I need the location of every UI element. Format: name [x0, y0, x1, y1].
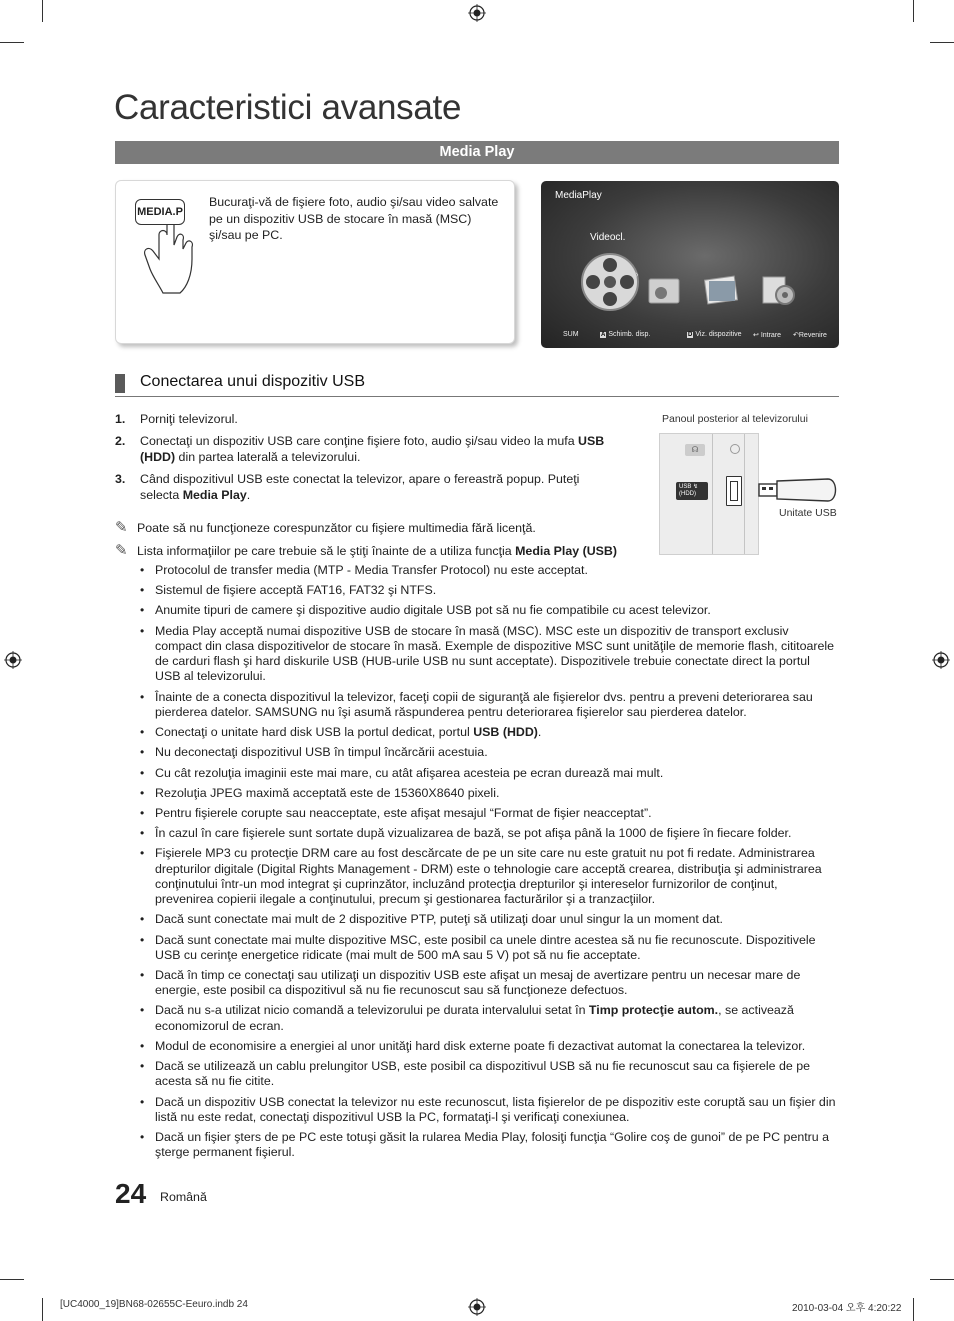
page-title: Caracteristici avansate — [114, 88, 462, 127]
list-item: • Anumite tipuri de camere şi dispozitive audio digitale USB pot să nu fie compatibile cu acest televizor. — [140, 603, 838, 618]
list-item: • Dacă un dispozitiv USB conectat la televizor nu este recunoscut, lista fişierelor de pe dispozitiv este coruptă sau un fişier din listă nu este redat, conectaţi dispozitivul USB la PC, formataţi-l şi verificaţi conexiunea. — [140, 1095, 838, 1126]
list-item: • Înainte de a conecta dispozitivul la televizor, faceţi copii de siguranţă ale fişierelor dvs. pentru a preveni deteriorarea sau pierderea datelor. SAMSUNG nu îşi asumă răspunderea pentru deteriorarea fişierelor sau pierderea datelor. — [140, 690, 838, 721]
selected-item-label: Videocl. — [590, 232, 626, 243]
page-number: 24 — [115, 1178, 147, 1209]
return-hint: ↶Revenire — [793, 332, 827, 339]
step-item: 3. Când dispozitivul USB este conectat la televizor, apare o fereastră popup. Puteţi selecta Media Play. — [115, 471, 580, 502]
usb-icon: ↯ — [693, 484, 699, 490]
note-license: ✎ Poate să nu funcţioneze corespunzător cu fişiere multimedia fără licenţă. — [115, 519, 536, 536]
requirements-list — [140, 563, 838, 1166]
list-item: • În cazul în care fişierele sunt sortate după vizualizarea de bază, se pot afişa până la 1000 de fişiere în fiecare folder. — [140, 826, 838, 841]
note-info-list: ✎ Lista informaţiilor pe care trebuie să le ştiţi înainte de a utiliza funcţia Media Play (USB) — [115, 542, 618, 559]
list-item: • Fişierele MP3 cu protecţie DRM care au fost descărcate de pe un site care nu este gratuit nu pot fi redate. Administrarea drepturilor digitale (Digital Rights Management - DRM) este o tehnologie care acceptă crearea, distribuţia şi administrarea conţinutului într-un mod integrat şi cuprinzător, incluzând protecţia drepturilor şi intereselor furnizorilor de conţinut, prevenirea copierii ilegale a conţinutului, precum şi gestionarea facturărilor şi a tranzacţiilor. — [140, 846, 838, 907]
list-item: • Conectaţi o unitate hard disk USB la portul dedicat, portul USB (HDD). — [140, 725, 838, 740]
list-item: • Protocolul de transfer media (MTP - Media Transfer Protocol) nu este acceptat. — [140, 563, 838, 578]
list-item: • Media Play acceptă numai dispozitive USB de stocare în masă (MSC). MSC este un dispozitiv de transport exclusiv compact din clasa dispozitivelor de stocare în masă. Exemple de dispozitive MSC sunt unităţile de memorie flash, cititoarele de carduri flash şi hard diskurile USB (HUB-urile USB nu sunt acceptate). Dispozitivele trebuie conectate direct la portul USB al televizorului. — [140, 624, 838, 685]
view-devices-hint: D Viz. dispozitive — [688, 331, 742, 338]
list-item: • Nu deconectaţi dispozitivul USB în timpul încărcării acestuia. — [140, 745, 838, 760]
registration-mark-icon — [468, 1298, 486, 1316]
enter-icon: ↩ — [753, 332, 761, 339]
jack-icon — [730, 444, 740, 454]
footer-filename: [UC4000_19]BN68-02655C-Eeuro.indb 24 — [60, 1299, 248, 1310]
usb-port-label: USB ↯ (HDD) — [676, 482, 708, 500]
mediaplay-screenshot — [541, 181, 839, 348]
intro-text: Bucuraţi-vă de fişiere foto, audio şi/sau video salvate pe un dispozitiv USB de stocare în masă (MSC) şi/sau pe PC. — [209, 195, 499, 242]
list-item: • Sistemul de fişiere acceptă FAT16, FAT32 şi NTFS. — [140, 583, 838, 598]
list-item: • Dacă sunt conectate mai mult de 2 dispozitive PTP, puteţi să utilizaţi doar unul singur la un moment dat. — [140, 912, 838, 927]
crop-mark — [42, 1298, 43, 1321]
registration-mark-icon — [468, 4, 486, 22]
panel-divider — [744, 434, 745, 554]
change-device-hint: A Schimb. disp. — [601, 331, 651, 338]
enter-hint: ↩ Intrare — [753, 332, 782, 339]
page-language: Română — [160, 1190, 207, 1204]
usb-drive-caption: Unitate USB — [779, 507, 837, 519]
tv-rear-panel — [659, 433, 759, 555]
step-item: 2. Conectaţi un dispozitiv USB care conţine fişiere foto, audio şi/sau video la mufa USB (HDD) din partea laterală a televizorului. — [115, 433, 605, 464]
section-header: Media Play — [115, 141, 839, 164]
registration-mark-icon — [4, 651, 22, 669]
key-a: A — [601, 332, 606, 338]
headphone-icon: ☊ — [685, 444, 705, 456]
list-item: • Dacă nu s-a utilizat nicio comandă a televizorului pe durata intervalului setat în Timp protecţie autom., se activează economizorul de ecran. — [140, 1003, 838, 1034]
music-icon — [647, 275, 683, 305]
list-item: • Dacă în timp ce conectaţi sau utilizaţi un dispozitiv USB este afişat un mesaj de avertizare pentru un necesar mare de energie, este posibil ca dispozitivul să nu fie recunoscut sau să funcţioneze defectuos. — [140, 968, 838, 999]
sum-label: SUM — [563, 331, 579, 338]
media-p-button: MEDIA.P — [135, 199, 185, 225]
list-item: • Dacă se utilizează un cablu prelungitor USB, este posibil ca dispozitivul USB să nu fie recunoscut sau ca fişierele de pe acesta să nu fie citite. — [140, 1059, 838, 1090]
panel-divider — [712, 434, 713, 554]
crop-mark — [930, 1279, 954, 1280]
registration-mark-icon — [932, 651, 950, 669]
chevron-right-icon: › — [635, 269, 639, 281]
photos-icon — [703, 275, 741, 305]
steps-list — [115, 411, 615, 509]
return-icon: ↶ — [793, 332, 799, 339]
key-d: D — [688, 332, 693, 338]
crop-mark — [913, 1298, 914, 1321]
list-item: • Pentru fişierele corupte sau neacceptate, este afişat mesajul “Format de fişier neacceptat”. — [140, 806, 838, 821]
list-item: • Rezoluţia JPEG maximă acceptată este de 15360X8640 pixeli. — [140, 786, 838, 801]
film-reel-icon — [579, 251, 641, 313]
crop-mark — [42, 0, 43, 22]
settings-icon — [761, 275, 797, 307]
list-item: • Dacă un fişier şters de pe PC este totuşi găsit la rularea Media Play, folosiţi funcţia “Golire coş de gunoi” de pe PC pentru a şterge permanent fişierul. — [140, 1130, 838, 1161]
note-pencil-icon: ✎ — [115, 542, 128, 559]
list-item: • Modul de economisire a energiei al unor unităţi hard disk externe poate fi dezactivat automat la conectarea la televizor. — [140, 1039, 838, 1054]
screen-bottom-bar — [541, 327, 839, 345]
panel-caption: Panoul posterior al televizorului — [662, 413, 808, 425]
crop-mark — [0, 1279, 24, 1280]
footer-timestamp: 2010-03-04 오후 4:20:22 — [792, 1303, 902, 1314]
crop-mark — [930, 42, 954, 43]
note-pencil-icon: ✎ — [115, 519, 128, 536]
crop-mark — [913, 0, 914, 22]
subsection-title: Conectarea unui dispozitiv USB — [140, 373, 366, 390]
list-item: • Cu cât rezoluţia imaginii este mai mare, cu atât afişarea acesteia pe ecran durează mai mult. — [140, 766, 838, 781]
list-item: • Dacă sunt conectate mai multe dispozitive MSC, este posibil ca unele dintre acestea să nu fie recunoscute. Dispozitivele USB cu cerinţe energetice ridicate (mai mult de 500 mA sau 5 V) pot să nu fie acceptate. — [140, 933, 838, 964]
usb-port — [726, 476, 742, 506]
crop-mark — [0, 42, 24, 43]
remote-hand-illustration — [133, 197, 203, 297]
subsection-heading — [115, 372, 839, 397]
step-item: 1. Porniţi televizorul. — [115, 412, 238, 426]
heading-marker — [115, 374, 125, 393]
screen-title: MediaPlay — [555, 190, 602, 201]
usb-drive-illustration — [758, 476, 840, 506]
